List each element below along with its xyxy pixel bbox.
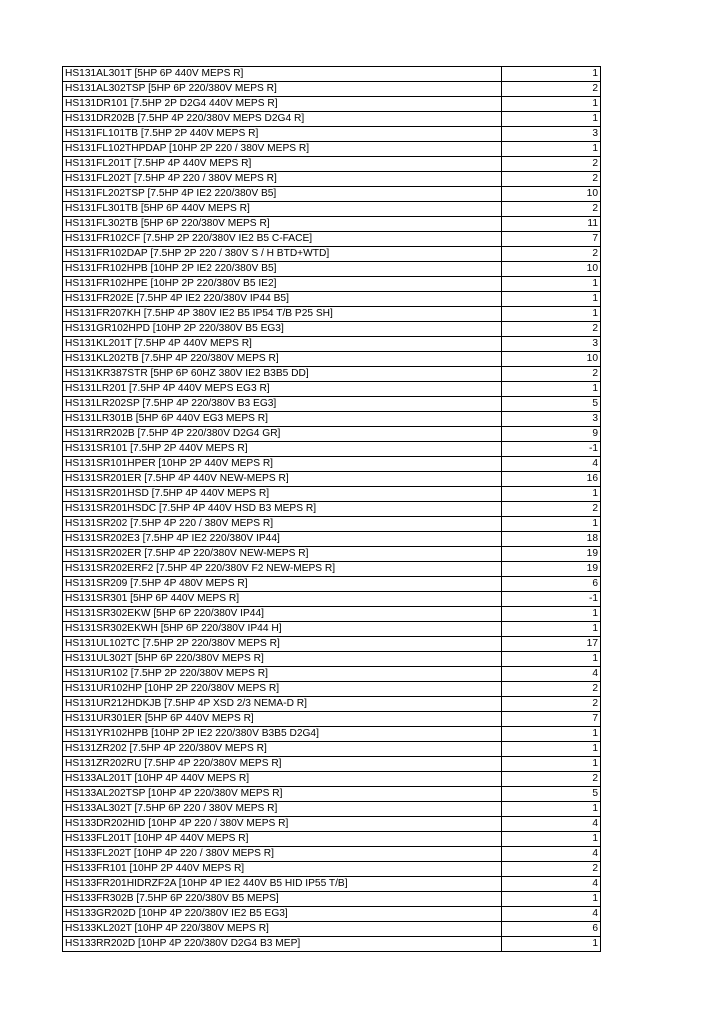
item-description-cell: HS133AL302T [7.5HP 6P 220 / 380V MEPS R] [63,802,502,817]
table-row [63,232,601,247]
item-description-cell: HS131FL302TB [5HP 6P 220/380V MEPS R] [63,217,502,232]
item-quantity-cell: 1 [502,277,601,292]
item-quantity-cell: 2 [502,502,601,517]
item-description-cell: HS131UR212HDKJB [7.5HP 4P XSD 2/3 NEMA-D R] [63,697,502,712]
table-row [63,472,601,487]
table-row [63,517,601,532]
item-description-cell: HS131SR209 [7.5HP 4P 480V MEPS R] [63,577,502,592]
item-description-cell: HS131GR102HPD [10HP 2P 220/380V B5 EG3] [63,322,502,337]
table-row [63,457,601,472]
item-quantity-cell: 1 [502,832,601,847]
item-quantity-cell: 6 [502,577,601,592]
table-row [63,292,601,307]
item-description-cell: HS131SR202 [7.5HP 4P 220 / 380V MEPS R] [63,517,502,532]
item-description-cell: HS133RR202D [10HP 4P 220/380V D2G4 B3 MEP] [63,937,502,952]
item-description-cell: HS131SR302EKWH [5HP 6P 220/380V IP44 H] [63,622,502,637]
item-quantity-cell: 10 [502,187,601,202]
item-quantity-cell: 6 [502,922,601,937]
item-description-cell: HS131FL201T [7.5HP 4P 440V MEPS R] [63,157,502,172]
item-description-cell: HS131AL302TSP [5HP 6P 220/380V MEPS R] [63,82,502,97]
item-description-cell: HS131SR101 [7.5HP 2P 440V MEPS R] [63,442,502,457]
item-description-cell: HS131SR302EKW [5HP 6P 220/380V IP44] [63,607,502,622]
item-quantity-cell: 2 [502,247,601,262]
item-quantity-cell: 1 [502,517,601,532]
item-quantity-cell: 1 [502,487,601,502]
table-row [63,832,601,847]
table-row [63,772,601,787]
item-quantity-cell: 4 [502,907,601,922]
item-quantity-cell: 1 [502,757,601,772]
item-description-cell: HS131FR102CF [7.5HP 2P 220/380V IE2 B5 C-FACE] [63,232,502,247]
item-quantity-cell: 10 [502,352,601,367]
item-description-cell: HS131ZR202RU [7.5HP 4P 220/380V MEPS R] [63,757,502,772]
table-row [63,682,601,697]
table-row [63,247,601,262]
item-quantity-cell: 1 [502,142,601,157]
item-quantity-cell: 4 [502,667,601,682]
table-row [63,637,601,652]
item-description-cell: HS133FL202T [10HP 4P 220 / 380V MEPS R] [63,847,502,862]
item-description-cell: HS133AL202TSP [10HP 4P 220/380V MEPS R] [63,787,502,802]
table-row [63,577,601,592]
item-description-cell: HS131ZR202 [7.5HP 4P 220/380V MEPS R] [63,742,502,757]
item-quantity-cell: 17 [502,637,601,652]
item-description-cell: HS131DR202B [7.5HP 4P 220/380V MEPS D2G4 R] [63,112,502,127]
table-row [63,652,601,667]
item-description-cell: HS131UR102 [7.5HP 2P 220/380V MEPS R] [63,667,502,682]
table-row [63,922,601,937]
table-row [63,67,601,82]
item-description-cell: HS131RR202B [7.5HP 4P 220/380V D2G4 GR] [63,427,502,442]
item-description-cell: HS133AL201T [10HP 4P 440V MEPS R] [63,772,502,787]
item-quantity-cell: 2 [502,682,601,697]
item-quantity-cell: 2 [502,367,601,382]
item-quantity-cell: 2 [502,322,601,337]
item-quantity-cell: 4 [502,457,601,472]
item-quantity-cell: 5 [502,397,601,412]
item-description-cell: HS133FR101 [10HP 2P 440V MEPS R] [63,862,502,877]
item-description-cell: HS131LR301B [5HP 6P 440V EG3 MEPS R] [63,412,502,427]
item-description-cell: HS131FL101TB [7.5HP 2P 440V MEPS R] [63,127,502,142]
table-row [63,697,601,712]
item-quantity-cell: 2 [502,697,601,712]
table-row [63,562,601,577]
table-row [63,277,601,292]
table-row [63,877,601,892]
item-quantity-cell: 4 [502,847,601,862]
item-description-cell: HS133GR202D [10HP 4P 220/380V IE2 B5 EG3] [63,907,502,922]
item-quantity-cell: 1 [502,607,601,622]
table-row [63,787,601,802]
item-description-cell: HS131FR102HPB [10HP 2P IE2 220/380V B5] [63,262,502,277]
table-row [63,532,601,547]
item-quantity-cell: -1 [502,592,601,607]
table-row [63,397,601,412]
item-description-cell: HS133FR201HIDRZF2A [10HP 4P IE2 440V B5 HID IP55 T/B] [63,877,502,892]
table-row [63,937,601,952]
table-row [63,412,601,427]
table-row [63,892,601,907]
item-description-cell: HS131FR102DAP [7.5HP 2P 220 / 380V S / H BTD+WTD] [63,247,502,262]
table-row [63,817,601,832]
table-row [63,757,601,772]
item-description-cell: HS133DR202HID [10HP 4P 220 / 380V MEPS R] [63,817,502,832]
table-row [63,172,601,187]
table-row [63,907,601,922]
item-description-cell: HS131UL102TC [7.5HP 2P 220/380V MEPS R] [63,637,502,652]
table-row [63,217,601,232]
table-row [63,712,601,727]
item-quantity-cell: 4 [502,817,601,832]
item-quantity-cell: 2 [502,157,601,172]
item-description-cell: HS131FL102THPDAP [10HP 2P 220 / 380V MEPS R] [63,142,502,157]
item-description-cell: HS131SR202ER [7.5HP 4P 220/380V NEW-MEPS R] [63,547,502,562]
item-description-cell: HS133KL202T [10HP 4P 220/380V MEPS R] [63,922,502,937]
item-quantity-cell: 4 [502,877,601,892]
item-quantity-cell: 2 [502,772,601,787]
table-row [63,847,601,862]
item-quantity-cell: 2 [502,862,601,877]
table-row [63,82,601,97]
table-row [63,802,601,817]
table-row [63,307,601,322]
item-quantity-cell: 3 [502,412,601,427]
table-row [63,97,601,112]
item-quantity-cell: 1 [502,727,601,742]
item-description-cell: HS131FR102HPE [10HP 2P 220/380V B5 IE2] [63,277,502,292]
table-row [63,382,601,397]
table-row [63,502,601,517]
item-quantity-cell: 1 [502,802,601,817]
item-quantity-cell: 10 [502,262,601,277]
item-description-cell: HS131SR201ER [7.5HP 4P 440V NEW-MEPS R] [63,472,502,487]
table-row [63,487,601,502]
table-row [63,427,601,442]
item-quantity-cell: 1 [502,67,601,82]
item-quantity-cell: 9 [502,427,601,442]
item-quantity-cell: 3 [502,337,601,352]
item-description-cell: HS131FL301TB [5HP 6P 440V MEPS R] [63,202,502,217]
table-row [63,322,601,337]
item-description-cell: HS131UR102HP [10HP 2P 220/380V MEPS R] [63,682,502,697]
item-description-cell: HS131FL202TSP [7.5HP 4P IE2 220/380V B5] [63,187,502,202]
table-row [63,157,601,172]
table-row [63,622,601,637]
item-quantity-cell: 18 [502,532,601,547]
item-quantity-cell: 1 [502,112,601,127]
item-description-cell: HS131SR101HPER [10HP 2P 440V MEPS R] [63,457,502,472]
item-description-cell: HS131SR201HSDC [7.5HP 4P 440V HSD B3 MEPS R] [63,502,502,517]
item-description-cell: HS131UR301ER [5HP 6P 440V MEPS R] [63,712,502,727]
item-quantity-cell: 1 [502,892,601,907]
table-row [63,862,601,877]
table-row [63,202,601,217]
table-row [63,547,601,562]
item-quantity-cell: 1 [502,307,601,322]
item-description-cell: HS131AL301T [5HP 6P 440V MEPS R] [63,67,502,82]
table-row [63,112,601,127]
table-row [63,142,601,157]
item-description-cell: HS131FR202E [7.5HP 4P IE2 220/380V IP44 B5] [63,292,502,307]
item-quantity-cell: 1 [502,97,601,112]
item-quantity-cell: 5 [502,787,601,802]
item-quantity-cell: 3 [502,127,601,142]
table-row [63,607,601,622]
table-row [63,127,601,142]
item-description-cell: HS133FR302B [7.5HP 6P 220/380V B5 MEPS] [63,892,502,907]
item-quantity-cell: 1 [502,382,601,397]
item-description-cell: HS131KL202TB [7.5HP 4P 220/380V MEPS R] [63,352,502,367]
item-description-cell: HS131YR102HPB [10HP 2P IE2 220/380V B3B5 D2G4] [63,727,502,742]
item-quantity-cell: 2 [502,172,601,187]
table-row [63,742,601,757]
item-description-cell: HS131LR201 [7.5HP 4P 440V MEPS EG3 R] [63,382,502,397]
item-quantity-cell: 7 [502,712,601,727]
table-row [63,667,601,682]
item-quantity-cell: 1 [502,742,601,757]
item-quantity-cell: 19 [502,562,601,577]
item-quantity-cell: 1 [502,652,601,667]
item-description-cell: HS131SR202ERF2 [7.5HP 4P 220/380V F2 NEW-MEPS R] [63,562,502,577]
item-description-cell: HS131KR387STR [5HP 6P 60HZ 380V IE2 B3B5 DD] [63,367,502,382]
table-row [63,262,601,277]
item-description-cell: HS131LR202SP [7.5HP 4P 220/380V B3 EG3] [63,397,502,412]
table-row [63,187,601,202]
inventory-table-body [63,67,601,952]
table-row [63,727,601,742]
item-quantity-cell: 7 [502,232,601,247]
item-quantity-cell: 1 [502,622,601,637]
item-description-cell: HS131SR202E3 [7.5HP 4P IE2 220/380V IP44] [63,532,502,547]
item-quantity-cell: 16 [502,472,601,487]
item-description-cell: HS131SR301 [5HP 6P 440V MEPS R] [63,592,502,607]
item-quantity-cell: 2 [502,202,601,217]
table-row [63,367,601,382]
item-quantity-cell: 1 [502,292,601,307]
inventory-table [62,66,601,952]
item-description-cell: HS131SR201HSD [7.5HP 4P 440V MEPS R] [63,487,502,502]
item-description-cell: HS131DR101 [7.5HP 2P D2G4 440V MEPS R] [63,97,502,112]
item-description-cell: HS133FL201T [10HP 4P 440V MEPS R] [63,832,502,847]
table-row [63,352,601,367]
item-description-cell: HS131UL302T [5HP 6P 220/380V MEPS R] [63,652,502,667]
item-description-cell: HS131FL202T [7.5HP 4P 220 / 380V MEPS R] [63,172,502,187]
table-row [63,337,601,352]
item-quantity-cell: -1 [502,442,601,457]
item-quantity-cell: 19 [502,547,601,562]
item-quantity-cell: 11 [502,217,601,232]
item-quantity-cell: 2 [502,82,601,97]
item-description-cell: HS131FR207KH [7.5HP 4P 380V IE2 B5 IP54 T/B P25 SH] [63,307,502,322]
table-row [63,592,601,607]
item-description-cell: HS131KL201T [7.5HP 4P 440V MEPS R] [63,337,502,352]
item-quantity-cell: 1 [502,937,601,952]
table-row [63,442,601,457]
